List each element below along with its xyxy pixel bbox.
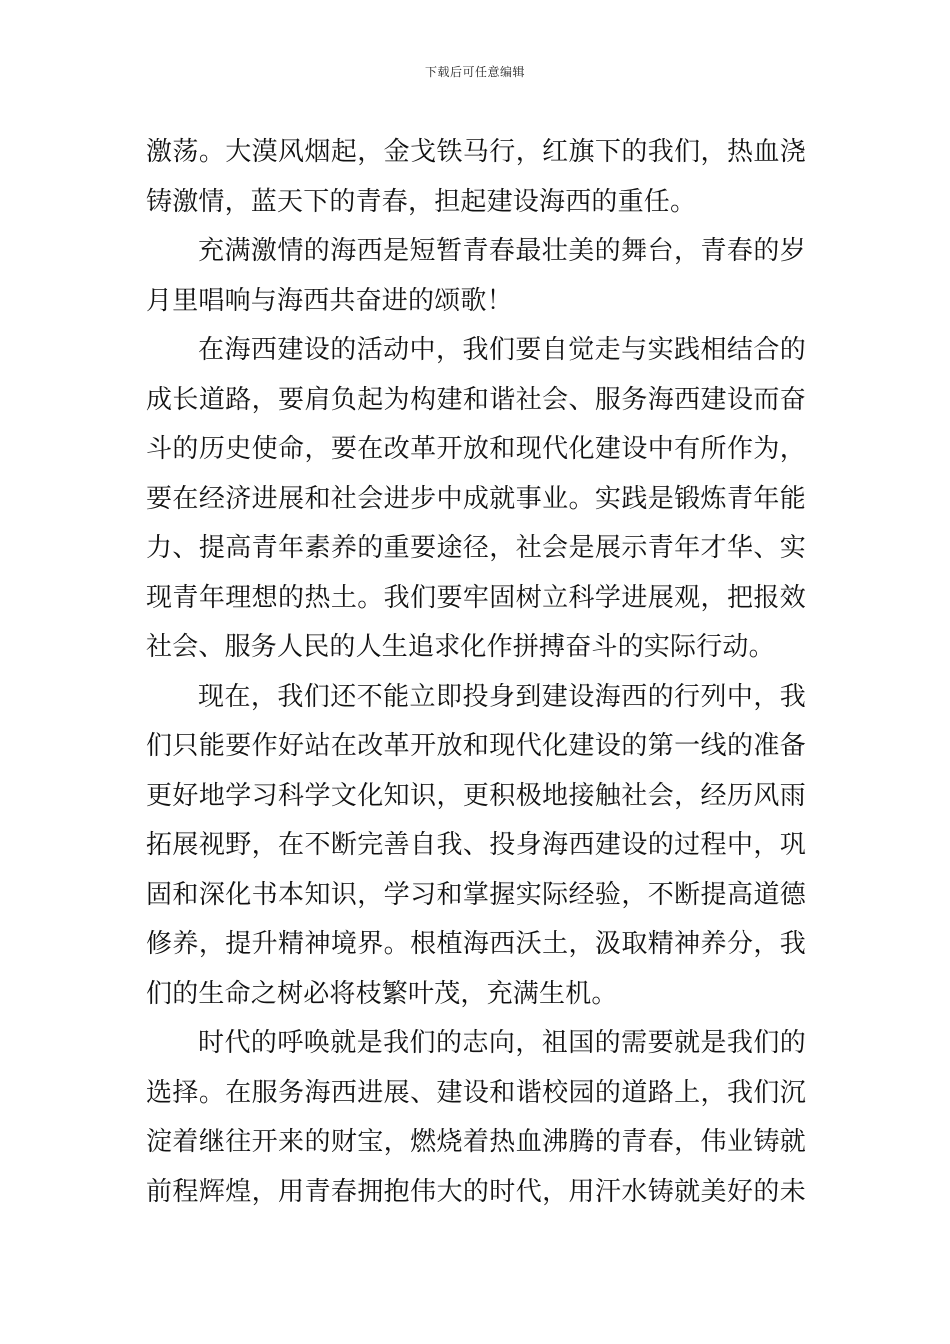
text-line: 前程辉煌，用青春拥抱伟大的时代，用汗水铸就美好的未 (146, 1176, 806, 1207)
text-line: 激荡。大漠风烟起，金戈铁马行，红旗下的我们，热血浇 (146, 137, 806, 167)
body-text (146, 128, 806, 1217)
text-line: 充满激情的海西是短暂青春最壮美的舞台，青春的岁 (198, 236, 806, 266)
text-line: 们只能要作好站在改革开放和现代化建设的第一线的准备 (146, 731, 806, 761)
text-line: 斗的历史使命，要在改革开放和现代化建设中有所作为， (146, 434, 806, 464)
text-line: 选择。在服务海西进展、建设和谐校园的道路上，我们沉 (146, 1077, 806, 1108)
text-line: 修养，提升精神境界。根植海西沃土，汲取精神养分，我 (146, 929, 806, 959)
text-line: 们的生命之树必将枝繁叶茂，充满生机。 (146, 978, 618, 1009)
text-line: 成长道路，要肩负起为构建和谐社会、服务海西建设而奋 (146, 384, 806, 415)
text-line: 铸激情，蓝天下的青春，担起建设海西的重任。 (146, 186, 697, 217)
text-line: 更好地学习科学文化知识，更积极地接触社会，经历风雨 (146, 780, 806, 811)
text-line: 力、提高青年素养的重要途径，社会是展示青年才华、实 (146, 533, 806, 563)
text-line: 现在，我们还不能立即投身到建设海西的行列中，我 (198, 681, 806, 712)
text-line: 固和深化书本知识，学习和掌握实际经验，不断提高道德 (146, 879, 806, 910)
text-line: 淀着继往开来的财宝，燃烧着热血沸腾的青春，伟业铸就 (146, 1127, 806, 1157)
text-line: 要在经济进展和社会进步中成就事业。实践是锻炼青年能 (146, 483, 806, 514)
text-line: 时代的呼唤就是我们的志向，祖国的需要就是我们的 (198, 1028, 806, 1058)
text-line: 社会、服务人民的人生追求化作拼搏奋斗的实际行动。 (146, 632, 775, 662)
page-header: 下载后可任意编辑 (424, 65, 525, 79)
text-line: 拓展视野，在不断完善自我、投身海西建设的过程中，巩 (146, 830, 806, 860)
text-line: 月里唱响与海西共奋进的颂歌！ (146, 285, 513, 316)
text-line: 现青年理想的热土。我们要牢固树立科学进展观，把报效 (146, 582, 806, 613)
text-line: 在海西建设的活动中，我们要自觉走与实践相结合的 (198, 335, 806, 365)
